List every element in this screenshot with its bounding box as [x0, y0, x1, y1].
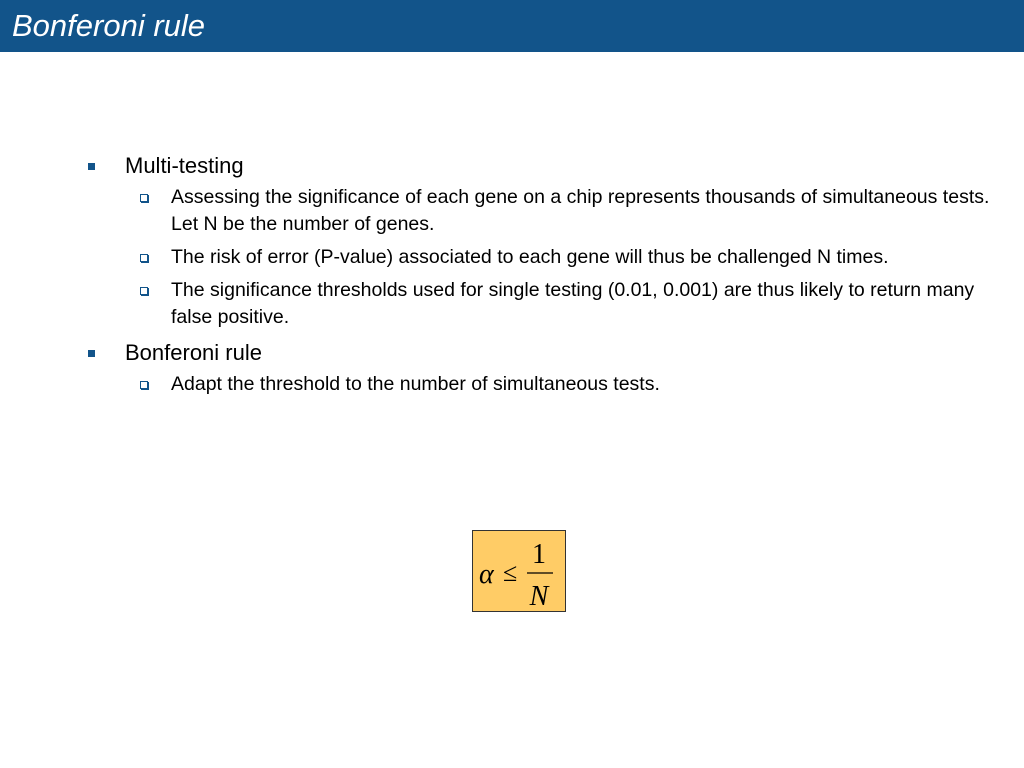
square-bullet-icon [88, 350, 95, 357]
formula-alpha: α [479, 559, 494, 590]
hollow-square-bullet-icon [140, 381, 148, 389]
hollow-square-bullet-icon [140, 194, 148, 202]
bullet-label: Bonferoni rule [125, 340, 262, 365]
bullet-item-multi-testing [88, 150, 998, 182]
sub-bullet-item [88, 371, 996, 398]
formula-denominator: N [529, 581, 549, 611]
sub-bullet-item [88, 277, 996, 331]
hollow-square-bullet-icon [140, 287, 148, 295]
bonferroni-formula [472, 530, 566, 612]
sub-bullet-item [88, 184, 996, 238]
formula-relation: ≤ [503, 558, 518, 587]
title-bar [0, 0, 1024, 52]
slide-content [88, 150, 998, 404]
sub-bullet-text: Assessing the significance of each gene on a chip represents thousands of simultaneous tests. Let N be the number of genes. [171, 186, 990, 235]
sub-bullet-text: Adapt the threshold to the number of simultaneous tests. [171, 373, 660, 395]
sub-bullet-item [88, 244, 996, 271]
sub-bullet-text: The risk of error (P-value) associated to each gene will thus be challenged N times. [171, 246, 889, 268]
formula-numerator: 1 [532, 539, 546, 570]
bullet-label: Multi-testing [125, 153, 244, 178]
square-bullet-icon [88, 163, 95, 170]
formula-svg [473, 531, 565, 611]
sub-bullet-list [88, 184, 998, 331]
slide-title: Bonferoni rule [12, 8, 206, 43]
sub-bullet-list [88, 371, 998, 398]
hollow-square-bullet-icon [140, 254, 148, 262]
bullet-item-bonferoni-rule [88, 337, 998, 369]
sub-bullet-text: The significance thresholds used for single testing (0.01, 0.001) are thus likely to return many false positive. [171, 279, 975, 328]
